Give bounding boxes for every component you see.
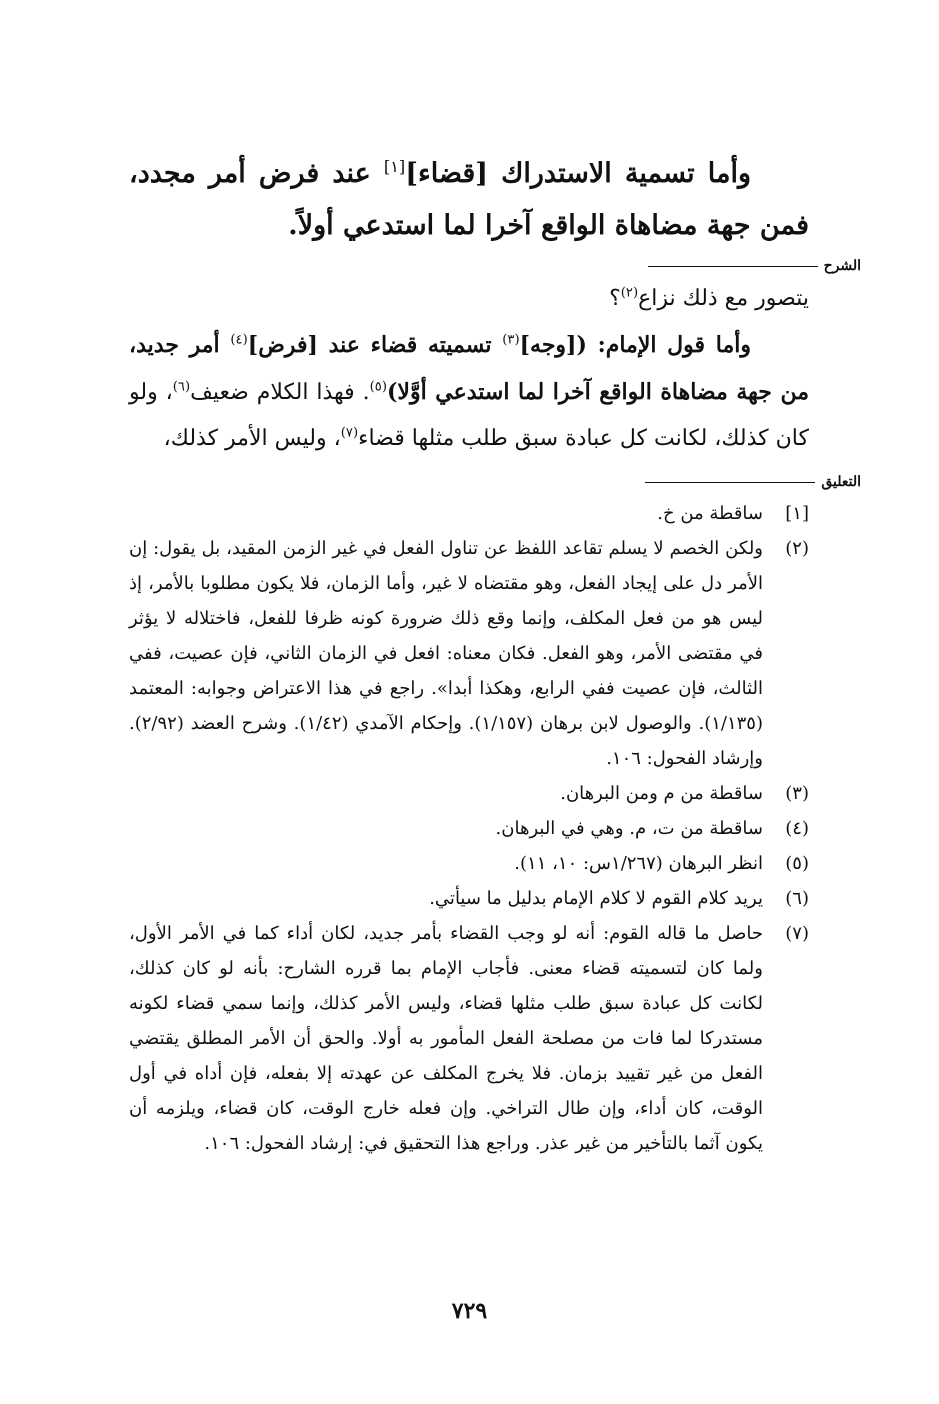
- footnote-number: [١]: [785, 503, 809, 524]
- sharh-label-text: الشرح: [823, 258, 861, 274]
- footnote-ref[interactable]: (٦): [172, 379, 191, 395]
- footnote-text: حاصل ما قاله القوم: أنه لو وجب القضاء بأمر جديد، لكان أداء كما في الأمر الأول، ولما كان لتسميته قضاء معنى. فأجاب الإمام بما قرره الشارح: بأنه لو كان كذلك، لكانت كل عبادة سبق طلب مثلها قضاء، وليس الأمر كذلك، وإنما سمي قضاء لكونه مستدركا لما فات من مصلحة الفعل المأمور به أولا. والحق أن الأمر المطلق يقتضي الفعل من غير تقييد بزمان. فلا يخرج المكلف عن عهدته إلا بفعله، فإن أداه في أول الوقت، كان أداء، وإن طال التراخي. وإن فعله خارج الوقت، كان قضاء، ويلزمه أن يكون آثما بالتأخير من غير عذر. وراجع هذا التحقيق في: إرشاد الفحول: ١٠٦.: [129, 923, 763, 1154]
- footnote-ref[interactable]: (٢): [620, 285, 639, 301]
- section-divider: [645, 482, 815, 483]
- footnote: [129, 846, 809, 881]
- footnote-number: (٢): [785, 538, 809, 559]
- footnotes: [129, 496, 809, 1161]
- footnote: [129, 496, 809, 531]
- footnote-ref[interactable]: [١]: [383, 157, 406, 176]
- taliq-label-text: التعليق: [821, 474, 861, 490]
- sharh-section-label: [648, 258, 861, 274]
- footnote: [129, 916, 809, 1161]
- taliq-section-label: [645, 474, 861, 490]
- footnote-ref[interactable]: (٣): [502, 332, 520, 348]
- footnote-number: (٤): [785, 818, 809, 839]
- footnote-number: (٦): [785, 888, 809, 909]
- main-text-paragraph: وأما تسمية الاستدراك [قضاء][١] عند فرض أمر مجدد، فمن جهة مضاهاة الواقع آخرا لما استدعي أولاً.: [129, 157, 809, 241]
- footnote: [129, 531, 809, 776]
- main-text: [129, 148, 809, 252]
- page-number: ٧٢٩: [451, 1298, 488, 1324]
- footnote-text: ساقطة من ت، م. وهي في البرهان.: [495, 818, 763, 839]
- footnote-text: انظر البرهان (١/٢٦٧س: ١٠، ١١).: [514, 853, 763, 874]
- footnote: [129, 811, 809, 846]
- footnote-ref[interactable]: (٤): [230, 332, 248, 348]
- footnote-text: ساقطة من خ.: [657, 503, 763, 524]
- commentary-text: [129, 276, 809, 462]
- commentary-paragraph: وأما قول الإمام: ([وجه]$^{(٣)}$ تسميته قضاء عند [فرض]$^{(٤)}$ أمر جديد، من جهة مضاهاة الواقع آخرا لما استدعي أوَّلا)$^{(٥)}$. فهذا الكلام ضعيف$^{(٦)}$، ولو كان كذلك، لكانت كل عبادة سبق طلب مثلها قضاء$^{(٧)}$، وليس الأمر كذلك،: [129, 332, 809, 451]
- footnote-text: ولكن الخصم لا يسلم تقاعد اللفظ عن تناول الفعل في غير الزمن المقيد، بل يقول: إن الأمر دل على إيجاد الفعل، وهو مقتضاه لا غير، وأما الزمان، فلا يكون مطلوبا بالأمر، إذ ليس هو من فعل المكلف، وإنما وقع ذلك ضرورة كونه ظرفا للفعل، فاختلاله لا يؤثر في مقتضى الأمر، وهو الفعل. فكان معناه: افعل في الزمان الثاني، فإن عصيت، ففي الثالث، فإن عصيت ففي الرابع، وهكذا أبدا». راجع في هذا الاعتراض وجوابه: المعتمد (١/١٣٥). والوصول لابن برهان (١/١٥٧). وإحكام الآمدي (١/٤٢). وشرح العضد (٢/٩٢). وإرشاد الفحول: ١٠٦.: [129, 538, 763, 769]
- footnote-text: ساقطة من م ومن البرهان.: [560, 783, 763, 804]
- section-divider: [648, 266, 818, 267]
- footnote-number: (٥): [785, 853, 809, 874]
- footnote: [129, 776, 809, 811]
- footnote: [129, 881, 809, 916]
- footnote-text: يريد كلام القوم لا كلام الإمام بدليل ما سيأتي.: [429, 888, 763, 909]
- footnote-ref[interactable]: (٥): [369, 379, 387, 395]
- footnote-number: (٧): [785, 923, 809, 944]
- footnote-number: (٣): [785, 783, 809, 804]
- footnote-ref[interactable]: (٧): [340, 425, 359, 441]
- commentary-paragraph: يتصور مع ذلك نزاع$^{(٢)}$؟: [609, 285, 809, 311]
